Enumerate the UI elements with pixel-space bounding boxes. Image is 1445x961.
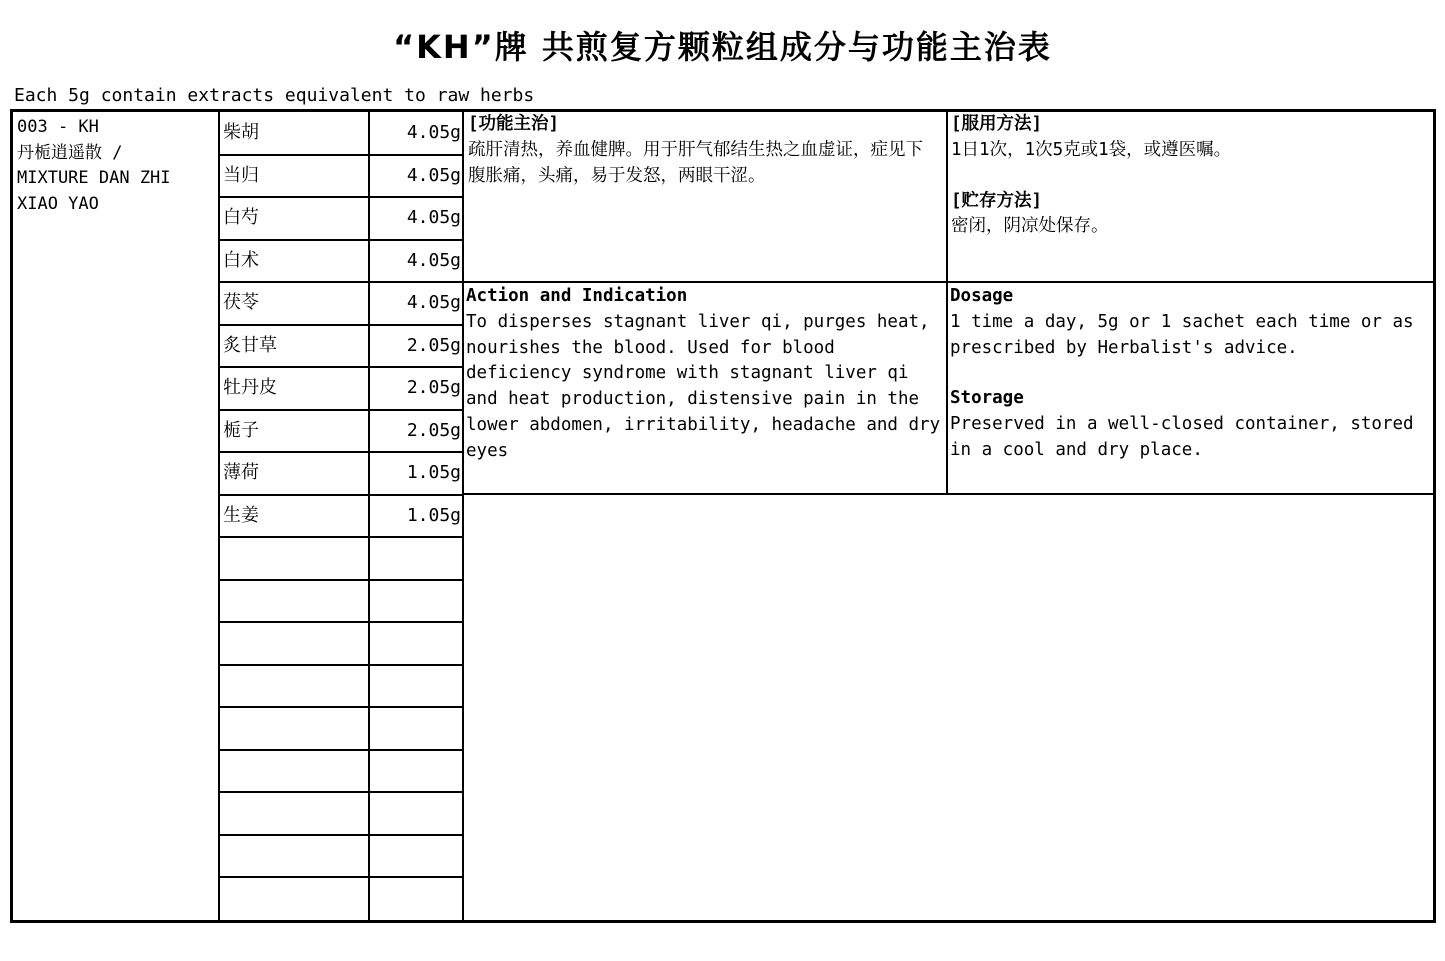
column-divider <box>368 112 370 920</box>
herb-name: 栀子 <box>223 420 259 441</box>
usage-cn-heading: [服用方法] <box>951 114 1043 134</box>
herb-name: 薄荷 <box>223 462 259 483</box>
row-divider <box>462 281 1433 283</box>
herb-dose: 1.05g <box>406 462 461 483</box>
table-subtitle: Each 5g contain extracts equivalent to raw herbs <box>14 85 535 106</box>
function-cn-heading: [功能主治] <box>468 114 560 134</box>
herb-row-divider <box>218 749 464 751</box>
herb-row-divider <box>218 706 464 708</box>
usage-cn-cell <box>951 112 1429 240</box>
herb-name: 牡丹皮 <box>223 377 277 398</box>
action-en-text: To disperses stagnant liver qi, purges heat, nourishes the blood. Used for blood deficiency syndrome with stagnant liver qi and heat production, distensive pain in the lower abdomen, irritability, headache and dry eyes <box>466 311 941 461</box>
product-name-en-line1: MIXTURE DAN ZHI <box>17 168 171 188</box>
herb-row-divider <box>218 621 464 623</box>
product-code: 003 - KH <box>17 117 99 137</box>
dosage-en-cell <box>950 284 1420 464</box>
product-cell <box>17 115 217 217</box>
herb-row-divider <box>218 579 464 581</box>
storage-en-text: Preserved in a well-closed container, stored in a cool and dry place. <box>950 414 1414 460</box>
action-en-cell <box>466 284 944 465</box>
herb-dose: 4.05g <box>406 207 461 228</box>
herb-row-divider <box>218 791 464 793</box>
usage-cn-text: 1日1次，1次5克或1袋，或遵医嘱。 <box>951 139 1232 160</box>
herb-name: 茯苓 <box>223 292 259 313</box>
herb-dose: 4.05g <box>406 292 461 313</box>
herb-dose: 4.05g <box>406 250 461 271</box>
dosage-en-heading: Dosage <box>950 286 1014 306</box>
herb-name: 炙甘草 <box>223 335 277 356</box>
column-divider <box>218 112 220 920</box>
dosage-en-text: 1 time a day, 5g or 1 sachet each time or as prescribed by Herbalist's advice. <box>950 311 1414 358</box>
herb-dose: 2.05g <box>406 335 461 356</box>
herb-name: 生姜 <box>223 505 259 526</box>
function-cn-cell <box>468 112 940 189</box>
page-title: “KH”牌 共煎复方颗粒组成分与功能主治表 <box>393 28 1052 66</box>
storage-cn-heading: [贮存方法] <box>951 190 1043 211</box>
column-divider <box>946 112 948 494</box>
function-cn-text: 疏肝清热，养血健脾。用于肝气郁结生热之血虚证，症见下腹胀痛，头痛，易于发怒，两眼干涩。 <box>468 139 923 186</box>
row-divider <box>462 493 1433 495</box>
storage-en-heading: Storage <box>950 388 1024 409</box>
herb-dose: 2.05g <box>406 420 461 441</box>
storage-cn-text: 密闭，阴凉处保存。 <box>951 216 1109 237</box>
herb-dose: 4.05g <box>406 122 461 143</box>
herb-row-divider <box>218 834 464 836</box>
herb-dose: 1.05g <box>406 505 461 526</box>
herb-dose: 4.05g <box>406 165 461 186</box>
herb-dose: 2.05g <box>406 377 461 398</box>
column-divider <box>462 112 464 920</box>
herb-row-divider <box>218 664 464 666</box>
formula-table <box>10 109 1436 923</box>
herb-name: 白术 <box>223 250 259 271</box>
herb-row-divider <box>218 876 464 878</box>
herb-name: 柴胡 <box>223 122 259 143</box>
product-name-en-line2: XIAO YAO <box>17 193 99 214</box>
herb-name: 白芍 <box>223 207 259 228</box>
herb-name: 当归 <box>223 165 259 186</box>
product-name-cn: 丹栀逍遥散 / <box>17 142 123 163</box>
action-en-heading: Action and Indication <box>466 286 688 306</box>
